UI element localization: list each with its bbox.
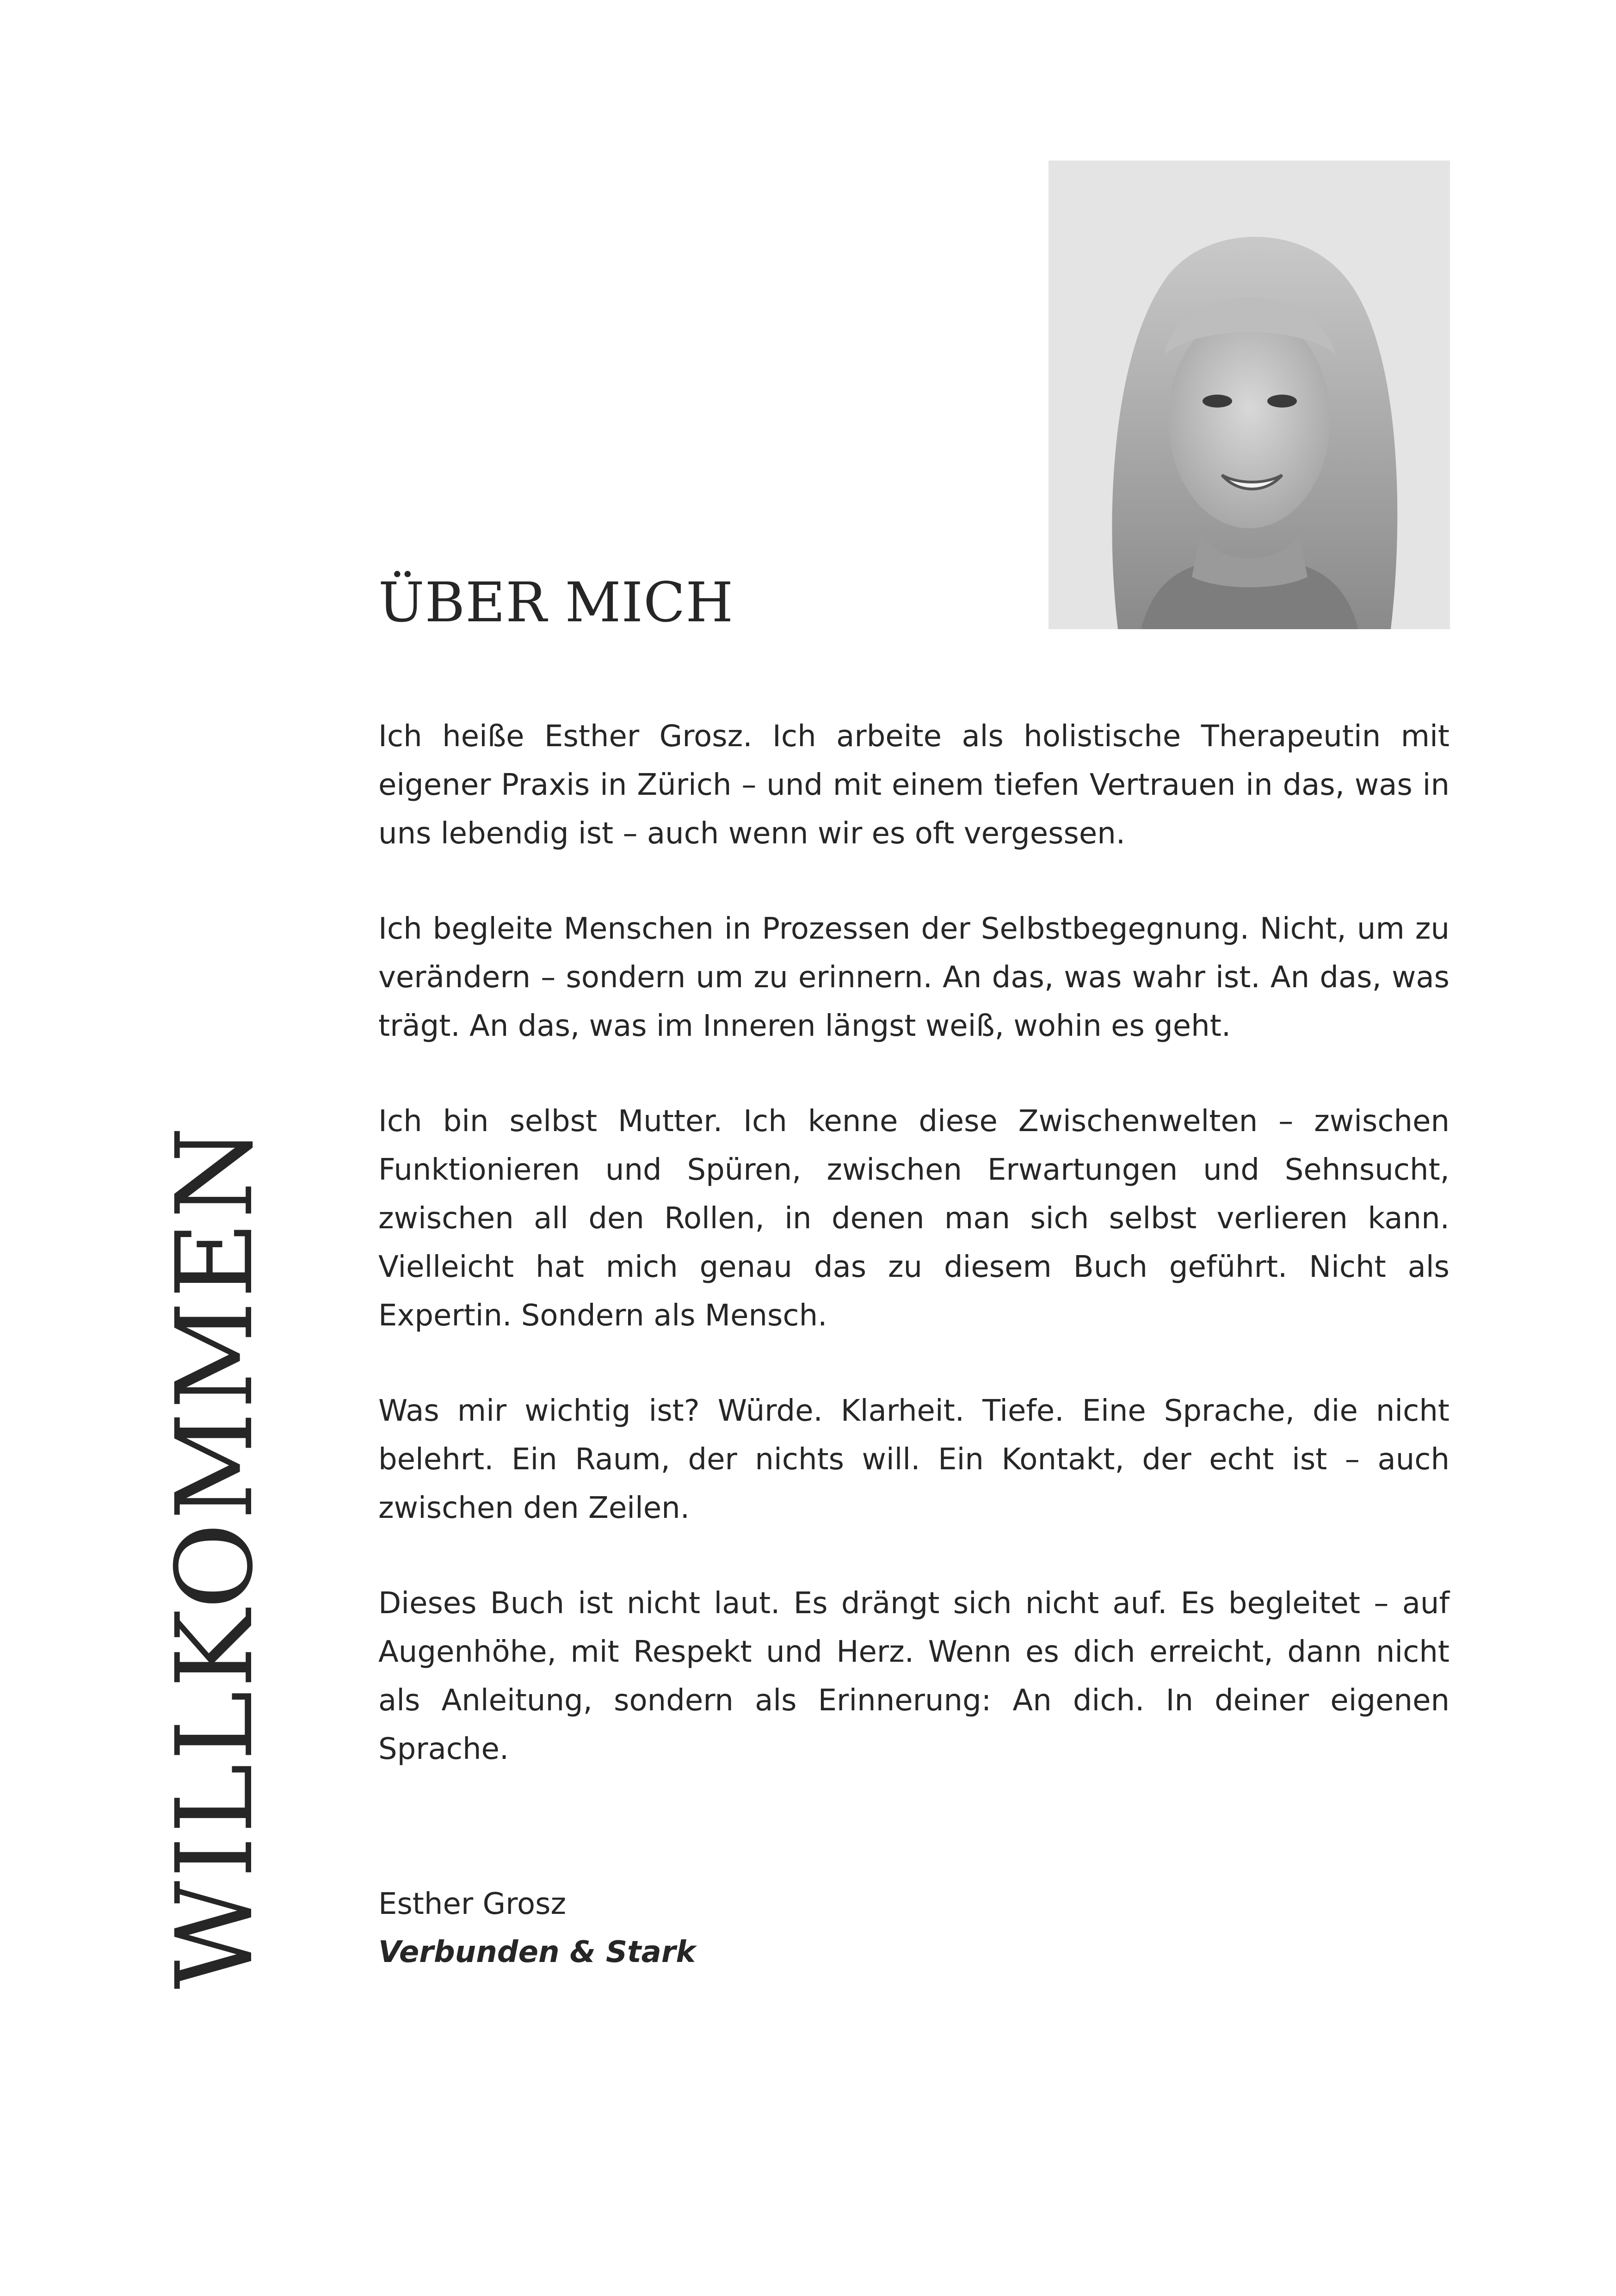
signature-brand: Verbunden & Stark	[378, 1935, 696, 1969]
signature	[378, 1880, 696, 1976]
body-text	[378, 712, 1449, 1820]
paragraph: Ich begleite Menschen in Prozessen der Selbstbegegnung. Nicht, um zu verändern – sondern um zu erinnern. An das, was wahr ist. An das, was trägt. An das, was im Inneren längst weiß, wohin es geht.	[378, 912, 1449, 1043]
paragraph: Dieses Buch ist nicht laut. Es drängt sich nicht auf. Es begleitet – auf Augenhöhe, mit Respekt und Herz. Wenn es dich erreicht, dann nicht als Anleitung, sondern als Erinnerung: An dich. In deiner eigenen Sprache.	[378, 1586, 1449, 1766]
portrait-photo	[1049, 161, 1450, 629]
page-heading: ÜBER MICH	[378, 570, 734, 634]
signature-name: Esther Grosz	[378, 1887, 567, 1921]
paragraph: Ich bin selbst Mutter. Ich kenne diese Zwischenwelten – zwischen Funktionieren und Spüren, zwischen Erwartungen und Sehnsucht, zwischen all den Rollen, in denen man sich selbst verlieren kann. Vielleicht hat mich genau das zu diesem Buch geführt. Nicht als Expertin. Sondern als Mensch.	[378, 1104, 1449, 1333]
side-title-text: WILLKOMMEN	[153, 1123, 276, 1989]
paragraph: Ich heiße Esther Grosz. Ich arbeite als holistische Therapeutin mit eigener Praxis in Zürich – und mit einem tiefen Vertrauen in das, was in uns lebendig ist – auch wenn wir es oft vergessen.	[378, 719, 1449, 851]
paragraph: Was mir wichtig ist? Würde. Klarheit. Tiefe. Eine Sprache, die nicht belehrt. Ein Raum, der nichts will. Ein Kontakt, der echt ist – auch zwischen den Zeilen.	[378, 1394, 1449, 1525]
